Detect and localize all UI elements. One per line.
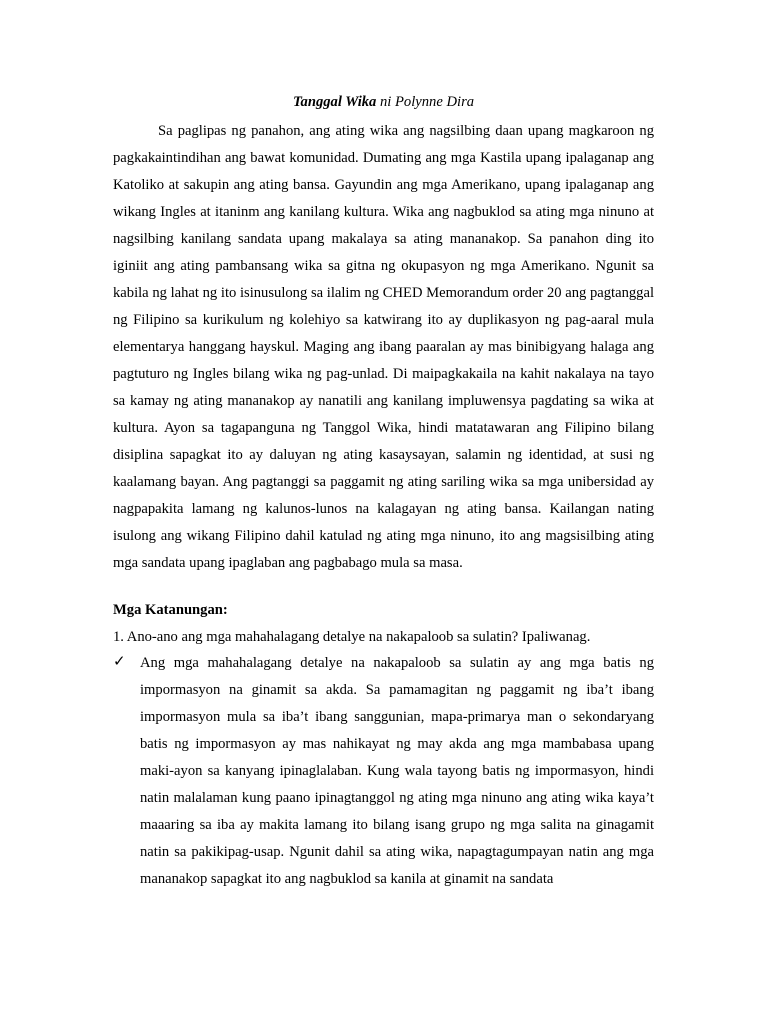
essay-paragraph: Sa paglipas ng panahon, ang ating wika ang nagsilbing daan upang magkaroon ng pagkakaintindihan ang bawat komunidad. Dumating ang mga Kastila upang ipalaganap ang Katoliko at sakupin ang ating bansa. Gayundin ang mga Amerikano, upang ipalaganap ang wikang Ingles at itaninm ang kanilang kultura. Wika ang nagbuklod sa ating mga ninuno at nagsilbing kanilang sandata upang makalaya sa ating mananakop. Sa panahon ding ito iginiit ang ating pambansang wika sa gitna ng okupasyon ng mga Amerikano. Ngunit sa kabila ng lahat ng ito isinusulong sa ilalim ng CHED Memorandum order 20 ang pagtanggal ng Filipino sa kurikulum ng kolehiyo sa katwirang ito ay duplikasyon ng pag-aaral mula elementarya hanggang hayskul. Maging ang ibang paaralan ay mas binibigyang halaga ang pagtuturo ng Ingles bilang wika ng pag-unlad. Di maipagkakaila na kahit nakalaya na tayo sa kamay ng ating mananakop ay nanatili ang kanilang impluwensya pagdating sa wika at kultura. Ayon sa tagapanguna ng Tanggol Wika, hindi matatawaran ang Filipino bilang disiplina sapagkat ito ay daluyan ng ating kasaysayan, salamin ng identidad, at susi ng kaalamang bayan. Ang pagtanggi sa paggamit ng ating sariling wika sa mga unibersidad ay nagpapakita lamang ng kalunos-lunos na kalagayan ng ating bansa. Kailangan nating isulong ang wikang Filipino dahil katulad ng ating mga ninuno, ito ang magsisilbing ating mga sandata upang ipaglaban ang pagbabago mula sa masa.	[113, 123, 654, 571]
answer-1-text: Ang mga mahahalagang detalye na nakapaloob sa sulatin ay ang mga batis ng impormasyon na ginamit sa akda. Sa pamamagitan ng paggamit ng iba’t ibang impormasyon mula sa iba’t ibang sanggunian, mapa-primarya man o sekondaryang batis ng impormasyon ay mas nahikayat ng may akda ang mga mambabasa upang maki-ayon sa kanyang ipinaglalaban. Kung wala tayong batis ng impormasyon, hindi natin malalaman kung paano ipinagtanggol ng ating mga ninuno ang ating wika kaya’t maaaring sa iba ay makita lamang ito bilang isang grupo ng mga salita na ginagamit natin sa pakikipag-usap. Ngunit dahil sa ating wika, napagtagumpayan natin ang mga mananakop sapagkat ito ang nagbuklod sa kanila at ginamit na sandata	[140, 655, 654, 887]
title-author: ni Polynne Dira	[376, 94, 475, 110]
section-heading: Mga Katanungan:	[113, 602, 228, 618]
section-spacer	[113, 577, 654, 597]
document-page	[113, 92, 654, 893]
title-main: Tanggal Wika	[292, 94, 377, 110]
checkmark-icon: ✓	[113, 652, 126, 670]
document-title	[113, 92, 654, 112]
answer-1-item	[113, 650, 654, 893]
question-1: 1. Ano-ano ang mga mahahalagang detalye na nakapaloob sa sulatin? Ipaliwanag.	[113, 629, 591, 645]
